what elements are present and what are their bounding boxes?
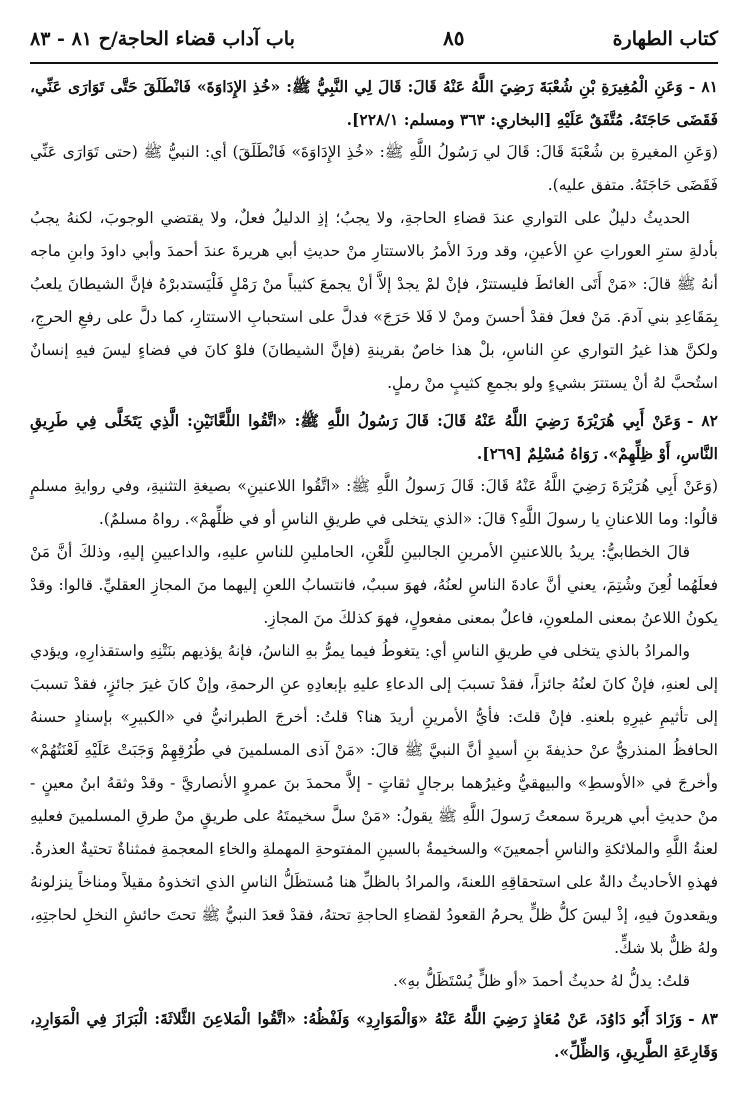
commentary-paragraph: الحديثُ دليلٌ على التواري عندَ قضاءِ الحاجةِ، ولا يجبُ؛ إذِ الدليلُ فعلٌ، ولا يقتضي الوجوبَ، لكنهُ يجبُ بأدلةِ سترِ العوراتِ عنِ الأعينِ، وقد وردَ الأمرُ بالاستتارِ منْ حديثِ أبي هريرةَ عندَ أحمدَ وأبي داودَ وابنِ ماجه أنهُ ﷺ قالَ: «مَنْ أَتَى الغائطَ فليستترْ، فإنْ لمْ يجدْ إلاَّ أنْ يجمعَ كثيباً منْ رَمْلٍ فَلْيَستدبرْهُ فإنَّ الشيطانَ يلعبُ بِمَقَاعِدِ بني آدمَ. مَنْ فعلَ فقدْ أحسنَ ومنْ لا فَلا حَرَجَ» فدلَّ على استحبابِ الاستتارِ، كما دلَّ على رفعِ الحرجِ، ولكنَّ هذا غيرُ التواري عنِ الناسِ، بلْ هذا خاصٌ بقرينةِ (فإنَّ الشيطانَ) فلوْ كانَ في فضاءٍ ليسَ فيهِ إنسانٌ استُحبَّ لهُ أنْ يستترَ بشيءٍ ولو بجمعِ كثيبٍ منْ رملٍ. (30, 209, 718, 392)
chapter-title: باب آداب قضاء الحاجة/ح ٨١ - ٨٣ (30, 28, 295, 50)
commentary-paragraph: (وَعَنِ المغيرةِ بن شُعْبَةَ قَالَ: قَالَ لي رَسُولُ اللَّهِ ﷺ: «خُذِ الإِدَاوَةَ» فَانْطَلَقَ) أي: النبيُّ ﷺ (حتى تَوَارَى عَنِّي فَقَضَى حَاجَتَهُ. متفق عليه). (30, 143, 718, 194)
hadith-number: ٨٢ - (686, 411, 718, 430)
book-title: كتاب الطهارة (612, 28, 718, 50)
commentary-paragraph: قالَ الخطابيُّ: يريدُ باللاعنينِ الأمرينِ الجالبينِ للَّعْنِ، الحاملينِ للناسِ عليهِ، والداعيينِ إليهِ، وذلكَ أنَّ مَنْ فعلَهُما لُعِنَ وشُتِمَ، يعني أنَّ عادةَ الناسِ لعنُهُ، فهوَ سببٌ، فانتسابُ اللعنِ إليهما منَ المجازِ العقليِّ. قالوا: وقدْ يكونُ اللاعنُ بمعنى الملعونِ، فاعلٌ بمعنى مفعولٍ، فهوَ كذلكَ منَ المجازِ. (30, 543, 718, 627)
hadith-81 (30, 70, 718, 136)
page-number: ٨٥ (442, 26, 465, 50)
commentary-paragraph: والمرادُ بالذي يتخلى في طريقِ الناسِ أي: يتغوطُ فيما يمرُّ بهِ الناسُ، فإنهُ يؤذيهم بنَتْنِهِ واستقذارِهِ، ويؤدي إلى لعنهِ، فإنْ كانَ لعنُهُ جائزاً، فقدْ تسببَ إلى الدعاءِ عليهِ بإبعادِهِ عنِ الرحمةِ، وإنْ كانَ غيرَ جائزٍ، فقدْ تسببَ إلى تأثيمِ غيرِهِ بلعنهِ. فإنْ قلتَ: فأيُّ الأمرينِ أريدَ هنا؟ قلتُ: أخرجَ الطبرانيُّ في «الكبيرِ» بإسنادٍ حسنهُ الحافظُ المنذريُّ عنْ حذيفةَ بنِ أسيدٍ أنَّ النبيَّ ﷺ قالَ: «مَنْ آذى المسلمينَ في طُرُقِهِمْ وَجَبَتْ عَلَيْهِ لَعْنَتُهُمْ» وأخرجَ في «الأوسطِ» والبيهقيُّ وغيرُهما برجالٍ ثقاتٍ - إلاَّ محمدَ بنَ عمروٍ الأنصاريَّ - وقدْ وثقهُ ابنُ معينٍ - منْ حديثِ أبي هريرةَ سمعتُ رَسولَ اللَّهِ ﷺ يقولُ: «مَنْ سلَّ سخيمتَهُ على طريقٍ منْ طرقِ المسلمينَ فعليهِ لعنةُ اللَّهِ والملائكةِ والناسِ أجمعينَ» والسخيمةُ بالسينِ المفتوحةِ المهملةِ والخاءِ المعجمةِ فمثناةٌ تحتيةٌ العذرةُ. فهذهِ الأحاديثُ دالةٌ على استحقاقِهِ اللعنةَ، والمرادُ بالظلِّ هنا مُستظَلُّ الناسِ الذي اتخذوهُ مقيلاً ومناخاً ينزلونهُ ويقعدونَ فيهِ، إذْ ليسَ كلُّ ظلٍّ يحرمُ القعودُ لقضاءِ الحاجةِ تحتهُ، فقدْ قعدَ النبيُّ ﷺ تحتَ حائشِ النخلِ لحاجتِهِ، ولهُ ظلٌّ بلا شكٍّ. (30, 642, 718, 957)
hadith-number: ٨١ - (688, 77, 718, 96)
commentary-paragraph: قلتُ: يدلُّ لهُ حديثُ أحمدَ «أو ظلٍّ يُسْتَظَلُّ بهِ». (392, 972, 690, 990)
page-body (30, 70, 718, 1068)
hadith-text: وَزَادَ أَبُو دَاوُدَ، عَنْ مُعَاذٍ رَضِيَ اللَّهُ عَنْهُ «وَالْمَوَارِدِ» وَلَفْظُهُ: «اتَّقُوا الْمَلاعِنَ الثَّلاثَةَ: الْبَرَازَ فِي الْمَوَارِدِ، وَقَارِعَةِ الطَّرِيقِ، وَالظِّلِّ». (30, 1009, 718, 1061)
hadith-83 (30, 1002, 718, 1068)
hadith-text: وَعَنِ الْمُغِيرَةِ بْنِ شُعْبَةَ رَضِيَ اللَّهُ عَنْهُ قَالَ: قَالَ لِي النَّبِيُّ ﷺ: «خُذِ الإِدَاوَةَ» فَانْطَلَقَ حَتَّى تَوَارَى عَنِّي، فَقَضَى حَاجَتَهُ. مُتَّفَقٌ عَلَيْهِ [البخاري: ٣٦٣ ومسلم: ٢٢٨/١]. (30, 77, 718, 129)
commentary-paragraph: (وَعَنْ أَبِي هُرَيْرَةَ رَضِيَ اللَّهُ عَنْهُ قَالَ: قَالَ رَسولُ اللَّهِ ﷺ: «اتَّقُوا اللاعنينِ» بصيغةِ التثنيةِ، وفي روايةِ مسلمٍ قالُوا: وما اللاعنانِ يا رسولَ اللَّهِ؟ قالَ: «الذي يتخلى في طريقِ الناسِ أو في ظلِّهمْ». رواهُ مسلمٌ). (30, 477, 718, 528)
hadith-82 (30, 404, 718, 470)
hadith-number: ٨٣ - (688, 1009, 718, 1028)
header-rule (30, 62, 718, 64)
hadith-text: وَعَنْ أَبِي هُرَيْرَةَ رَضِيَ اللَّهُ عَنْهُ قَالَ: قَالَ رَسُولُ اللَّهِ ﷺ: «اتَّقُوا اللَّعَّانَيْنِ: الَّذِي يَتَخَلَّى فِي طَرِيقِ النَّاسِ، أَوْ ظِلِّهِمْ». رَوَاهُ مُسْلِمٌ [٢٦٩]. (30, 411, 718, 463)
page-header (30, 26, 718, 62)
